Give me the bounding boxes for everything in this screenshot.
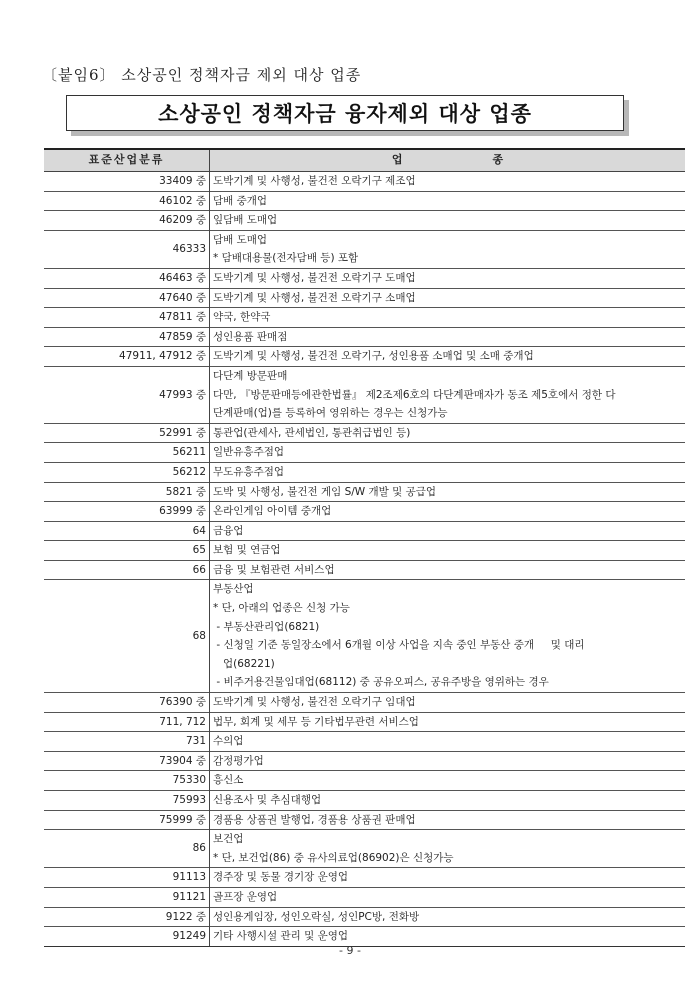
- industry-description-cell: [210, 580, 686, 693]
- table-row: [44, 771, 685, 791]
- table-row: [44, 347, 685, 367]
- industry-description-line: 기타 사행시설 관리 및 운영업: [213, 930, 349, 943]
- industry-description-cell: [210, 327, 686, 347]
- industry-description-cell: [210, 541, 686, 561]
- header-industry-right: 종: [492, 153, 504, 167]
- industry-description-line: 약국, 한약국: [213, 311, 271, 324]
- page-title: 소상공인 정책자금 융자제외 대상 업종: [158, 102, 532, 126]
- industry-description-cell: [210, 560, 686, 580]
- industry-description-line: - 신청일 기준 동일장소에서 6개월 이상 사업을 지속 중인 부동산 중개 및 대리: [213, 639, 585, 652]
- header-industry-code: 표준산업분류: [44, 149, 210, 172]
- industry-code-cell: 5821 중: [44, 482, 210, 502]
- table-row: [44, 327, 685, 347]
- industry-description-cell: [210, 868, 686, 888]
- industry-description-line: 흥신소: [213, 774, 244, 787]
- industry-code-cell: 52991 중: [44, 423, 210, 443]
- table-row: [44, 462, 685, 482]
- industry-description-line: 다만, 『방문판매등에관한법률』 제2조제6호의 다단계판매자가 동조 제5호에서 정한 다: [213, 388, 616, 401]
- table-row: [44, 751, 685, 771]
- industry-code-cell: 33409 중: [44, 172, 210, 192]
- industry-description-line: 도박기계 및 사행성, 불건전 오락기구 소매업: [213, 291, 416, 304]
- industry-code-cell: 56211: [44, 443, 210, 463]
- industry-code-cell: 75330: [44, 771, 210, 791]
- industry-code-cell: 65: [44, 541, 210, 561]
- industry-code-cell: 75993: [44, 791, 210, 811]
- industry-description-line: 경품용 상품권 발행업, 경품용 상품권 판매업: [213, 813, 416, 826]
- industry-code-cell: 63999 중: [44, 502, 210, 522]
- industry-description-cell: [210, 732, 686, 752]
- industry-description-cell: [210, 907, 686, 927]
- industry-description-line: 신용조사 및 추심대행업: [213, 794, 322, 806]
- table-row: [44, 423, 685, 443]
- industry-description-line: 담배 도매업: [213, 233, 268, 246]
- table-row: [44, 907, 685, 927]
- industry-description-line: 성인용게임장, 성인오락실, 성인PC방, 전화방: [213, 910, 420, 923]
- industry-description-cell: [210, 308, 686, 328]
- industry-description-line: 도박기계 및 사행성, 불건전 오락기구 제조업: [213, 175, 416, 187]
- table-row: [44, 482, 685, 502]
- industry-code-cell: 64: [44, 521, 210, 541]
- table-row: [44, 541, 685, 561]
- industry-description-line: 법무, 회계 및 세무 등 기타법무관련 서비스업: [213, 715, 419, 728]
- table-row: [44, 560, 685, 580]
- industry-description-cell: [210, 791, 686, 811]
- industry-description-cell: [210, 810, 686, 830]
- table-row: [44, 288, 685, 308]
- table-row: [44, 830, 685, 868]
- industry-code-cell: 47811 중: [44, 308, 210, 328]
- industry-code-cell: 91249: [44, 927, 210, 947]
- industry-description-line: 업(68221): [213, 657, 275, 670]
- industry-code-cell: 75999 중: [44, 810, 210, 830]
- industry-description-line: - 비주거용건물임대업(68112) 중 공유오피스, 공유주방을 영위하는 경우: [213, 676, 549, 689]
- attachment-title: 〔붙임6〕 소상공인 정책자금 제외 대상 업종: [42, 66, 362, 84]
- industry-description-line: 온라인게임 아이템 중개업: [213, 505, 332, 518]
- industry-description-cell: [210, 462, 686, 482]
- industry-description-line: 골프장 운영업: [213, 890, 278, 903]
- industry-code-cell: 46102 중: [44, 191, 210, 211]
- industry-code-cell: 66: [44, 560, 210, 580]
- header-industry-left: 업: [391, 153, 403, 167]
- industry-description-line: 도박 및 사행성, 불건전 게임 S/W 개발 및 공급업: [213, 485, 437, 498]
- industry-description-line: 보험 및 연금업: [213, 544, 281, 557]
- industry-description-cell: [210, 751, 686, 771]
- industry-code-cell: 86: [44, 830, 210, 868]
- industry-description-line: 수의업: [213, 735, 244, 748]
- industry-code-cell: 46463 중: [44, 268, 210, 288]
- industry-description-line: * 단, 보건업(86) 중 유사의료업(86902)은 신청가능: [213, 851, 454, 864]
- table-row: [44, 172, 685, 192]
- table-row: [44, 366, 685, 423]
- table-row: [44, 580, 685, 693]
- industry-description-line: 보건업: [213, 833, 244, 846]
- industry-description-line: 도박기계 및 사행성, 불건전 오락기구, 성인용품 소매업 및 소매 중개업: [213, 350, 534, 363]
- industry-description-cell: [210, 443, 686, 463]
- table-row: [44, 230, 685, 268]
- title-box: [66, 95, 624, 131]
- industry-description-cell: [210, 423, 686, 443]
- industry-description-cell: [210, 268, 686, 288]
- industry-description-line: 통관업(관세사, 관세법인, 통관취급법인 등): [213, 426, 411, 439]
- industry-description-line: 감정평가업: [213, 754, 264, 767]
- industry-description-cell: [210, 712, 686, 732]
- industry-code-cell: 47859 중: [44, 327, 210, 347]
- industry-description-line: 도박기계 및 사행성, 불건전 오락기구 도매업: [213, 271, 416, 284]
- industry-description-cell: [210, 211, 686, 231]
- industry-description-cell: [210, 172, 686, 192]
- industry-description-line: 금융업: [213, 524, 244, 537]
- industry-description-cell: [210, 347, 686, 367]
- industry-code-cell: 47993 중: [44, 366, 210, 423]
- industry-description-line: 도박기계 및 사행성, 불건전 오락기구 임대업: [213, 696, 416, 709]
- table-row: [44, 693, 685, 713]
- table-row: [44, 712, 685, 732]
- page-number: - 9 -: [339, 944, 361, 957]
- table-row: [44, 502, 685, 522]
- industry-description-line: 부동산업: [213, 583, 254, 596]
- industry-code-cell: 46209 중: [44, 211, 210, 231]
- table-row: [44, 791, 685, 811]
- industry-description-line: 담배 중개업: [213, 194, 268, 207]
- industry-description-cell: [210, 502, 686, 522]
- industry-description-line: 잎담배 도매업: [213, 214, 278, 227]
- industry-code-cell: 711, 712: [44, 712, 210, 732]
- table-row: [44, 211, 685, 231]
- industry-code-cell: 47911, 47912 중: [44, 347, 210, 367]
- industry-description-line: - 부동산관리업(6821): [213, 620, 320, 633]
- industry-description-cell: [210, 366, 686, 423]
- table-row: [44, 810, 685, 830]
- industry-description-line: 금융 및 보험관련 서비스업: [213, 563, 335, 576]
- industry-description-cell: [210, 771, 686, 791]
- industry-code-cell: 91121: [44, 887, 210, 907]
- table-row: [44, 887, 685, 907]
- industry-code-cell: 46333: [44, 230, 210, 268]
- header-industry: [210, 149, 686, 172]
- table-body: [44, 172, 685, 947]
- industry-description-line: 성인용품 판매점: [213, 330, 288, 343]
- industry-code-cell: 731: [44, 732, 210, 752]
- industry-description-cell: [210, 693, 686, 713]
- table-row: [44, 868, 685, 888]
- industry-description-cell: [210, 191, 686, 211]
- table-row: [44, 443, 685, 463]
- table-row: [44, 732, 685, 752]
- industry-description-cell: [210, 230, 686, 268]
- table-row: [44, 308, 685, 328]
- industry-description-cell: [210, 887, 686, 907]
- industry-code-cell: 9122 중: [44, 907, 210, 927]
- industry-description-line: 경주장 및 동물 경기장 운영업: [213, 871, 349, 884]
- industry-description-line: * 단, 아래의 업종은 신청 가능: [213, 602, 350, 615]
- industry-description-line: 다단계 방문판매: [213, 369, 288, 382]
- industry-description-cell: [210, 521, 686, 541]
- industry-description-line: 일반유흥주점업: [213, 446, 285, 459]
- industry-description-cell: [210, 482, 686, 502]
- table-header-row: [44, 149, 685, 172]
- table-row: [44, 521, 685, 541]
- industry-code-cell: 76390 중: [44, 693, 210, 713]
- industry-description-line: * 담배대용물(전자담배 등) 포함: [213, 252, 359, 265]
- industry-code-cell: 91113: [44, 868, 210, 888]
- industry-description-cell: [210, 830, 686, 868]
- industry-code-cell: 68: [44, 580, 210, 693]
- table-row: [44, 191, 685, 211]
- industry-description-line: 무도유흥주점업: [213, 465, 285, 478]
- industry-description-cell: [210, 288, 686, 308]
- table-row: [44, 268, 685, 288]
- industry-code-cell: 56212: [44, 462, 210, 482]
- industry-code-cell: 47640 중: [44, 288, 210, 308]
- excluded-industries-table: [44, 148, 685, 947]
- industry-code-cell: 73904 중: [44, 751, 210, 771]
- industry-description-line: 단계판매(업)를 등록하여 영위하는 경우는 신청가능: [213, 407, 448, 420]
